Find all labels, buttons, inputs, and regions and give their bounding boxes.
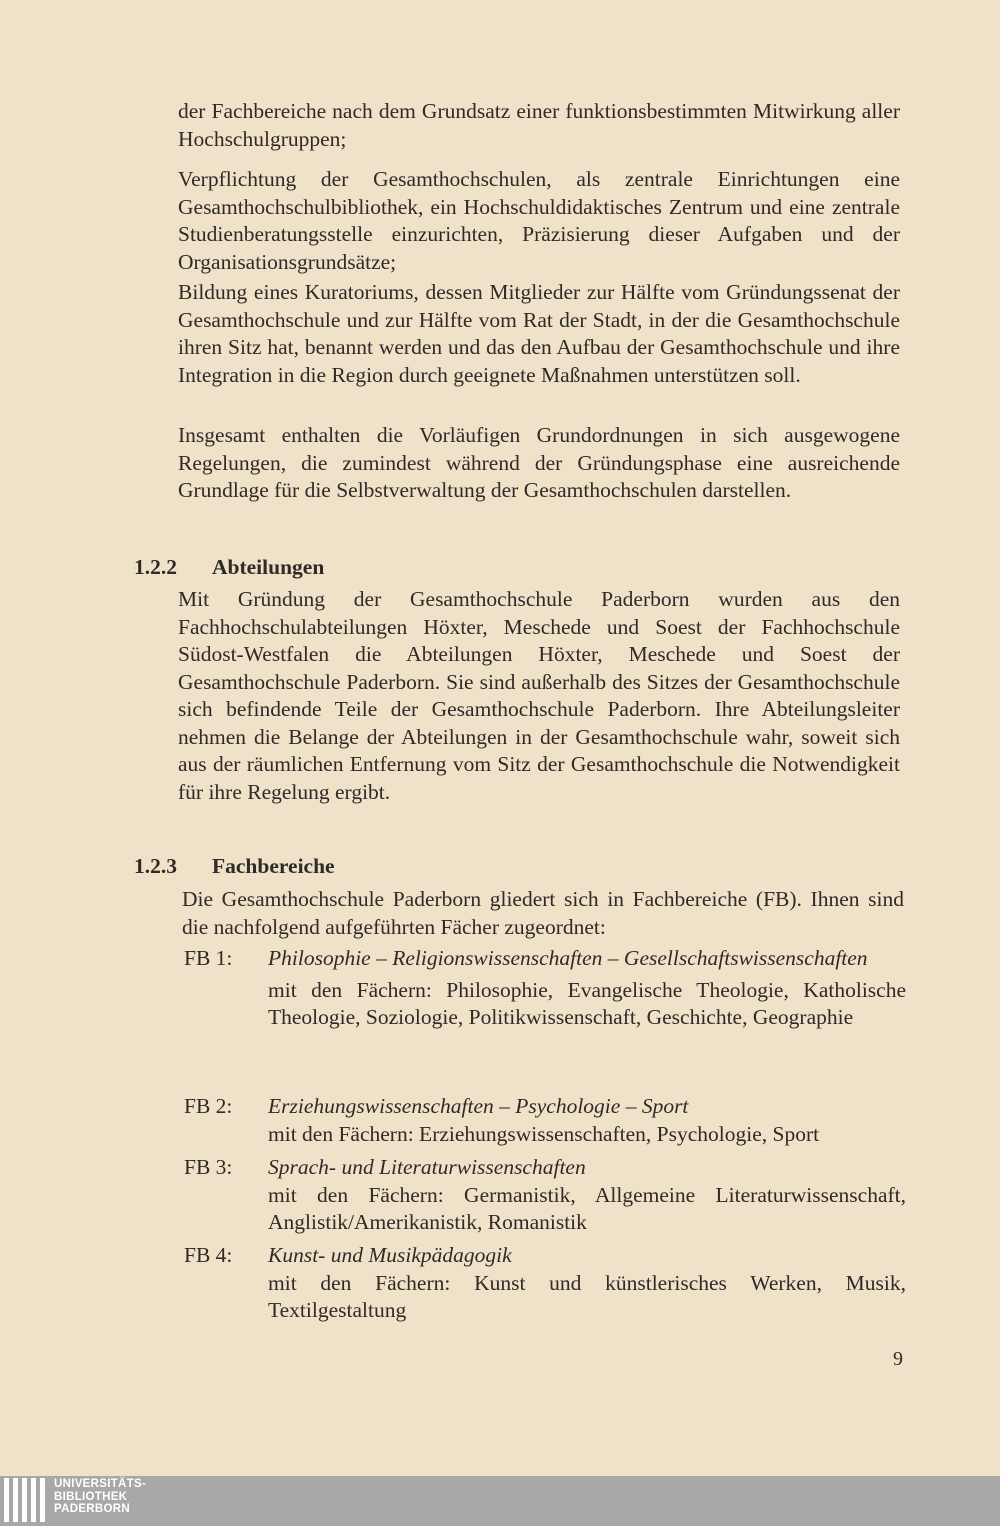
- fb-body: [268, 1242, 906, 1325]
- paragraph-insgesamt: Insgesamt enthalten die Vorläufigen Grundordnungen in sich ausgewogene Regelungen, die zumindest während der Gründungsphase eine ausreichende Grundlage für die Selbstverwaltung der Gesamthochschulen darstellen.: [178, 423, 900, 502]
- paragraph-mitwirkung: [178, 98, 900, 153]
- fb-label: FB 3:: [184, 1155, 233, 1179]
- section-title: Abteilungen: [212, 555, 325, 579]
- fb-label: FB 4:: [184, 1243, 233, 1267]
- fb-subjects: mit den Fächern: Kunst und künstlerisches Werken, Musik, Textilgestaltung: [268, 1270, 906, 1322]
- library-logo-text: [54, 1478, 146, 1516]
- fb-label: FB 1:: [184, 946, 233, 970]
- fb-subjects: mit den Fächern: Germanistik, Allgemeine Literaturwissenschaft, Anglistik/Amerikanistik, Romanistik: [268, 1182, 906, 1234]
- fb-body: [268, 1154, 906, 1237]
- paragraph-kuratorium: Bildung eines Kuratoriums, dessen Mitglieder zur Hälfte vom Gründungssenat der Gesamthochschule und zur Hälfte vom Rat der Stadt, in der die Gesamthochschule ihren Sitz hat, benannt werden und das den Aufbau der Gesamthochschule und ihre Integration in die Region durch geeignete Maßnahmen unterstützen soll.: [178, 280, 900, 387]
- fb-subjects: mit den Fächern: Erziehungswissenschaften, Psychologie, Sport: [268, 1121, 820, 1146]
- library-footer: [0, 1476, 1000, 1526]
- library-logo-icon: [0, 1478, 48, 1524]
- paragraph-text: der Fachbereiche nach dem Grundsatz einer funktionsbestimmten Mitwirkung aller Hochschulgruppen;: [178, 99, 900, 151]
- paragraph-fachbereiche-intro: Die Gesamthochschule Paderborn gliedert sich in Fachbereiche (FB). Ihnen sind die nachfolgend aufgeführten Fächer zugeordnet:: [182, 887, 904, 939]
- page-number: 9: [893, 1348, 903, 1370]
- paragraph-abteilungen: Mit Gründung der Gesamthochschule Paderborn wurden aus den Fachhochschulabteilungen Höxter, Meschede und Soest der Fachhochschule Südost-Westfalen die Abteilungen Höxter, Meschede und Soest der Gesamthochschule Paderborn. Sie sind außerhalb des Sitzes der Gesamthochschule sich befindende Teile der Gesamthochschule Paderborn. Ihre Abteilungsleiter nehmen die Belange der Abteilungen in der Gesamthochschule wahr, soweit sich aus der räumlichen Entfernung vom Sitz der Gesamthochschule die Notwendigkeit für ihre Regelung ergibt.: [178, 587, 900, 804]
- fb-title: Sprach- und Literaturwissenschaften: [268, 1155, 586, 1179]
- fb-subjects: mit den Fächern: Philosophie, Evangelische Theologie, Katholische Theologie, Soziologie, Politikwissenschaft, Geschichte, Geographie: [268, 977, 906, 1029]
- section-heading-fachbereiche: [134, 854, 335, 879]
- fb-body: [268, 945, 906, 1032]
- fb-title: Erziehungswissenschaften – Psychologie – Sport: [268, 1094, 689, 1118]
- section-number: 1.2.3: [134, 854, 177, 878]
- fb-label: FB 2:: [184, 1094, 233, 1118]
- fb-title: Kunst- und Musikpädagogik: [268, 1243, 512, 1267]
- section-number: 1.2.2: [134, 555, 177, 579]
- section-heading-abteilungen: [134, 555, 324, 580]
- fb-title: Philosophie – Religionswissenschaften – Gesellschaftswissenschaften: [268, 946, 868, 970]
- section-title: Fachbereiche: [212, 854, 335, 878]
- logo-line: BIBLIOTHEK: [54, 1490, 128, 1503]
- logo-line: UNIVERSITÄTS-: [54, 1478, 147, 1490]
- fb-body: [268, 1093, 906, 1148]
- logo-line: PADERBORN: [54, 1503, 130, 1515]
- paragraph-verpflichtung: Verpflichtung der Gesamthochschulen, als zentrale Einrichtungen eine Gesamthochschulbibliothek, ein Hochschuldidaktisches Zentrum und eine zentrale Studienberatungsstelle einzurichten, Präzisierung dieser Aufgaben und der Organisationsgrundsätze;: [178, 167, 900, 274]
